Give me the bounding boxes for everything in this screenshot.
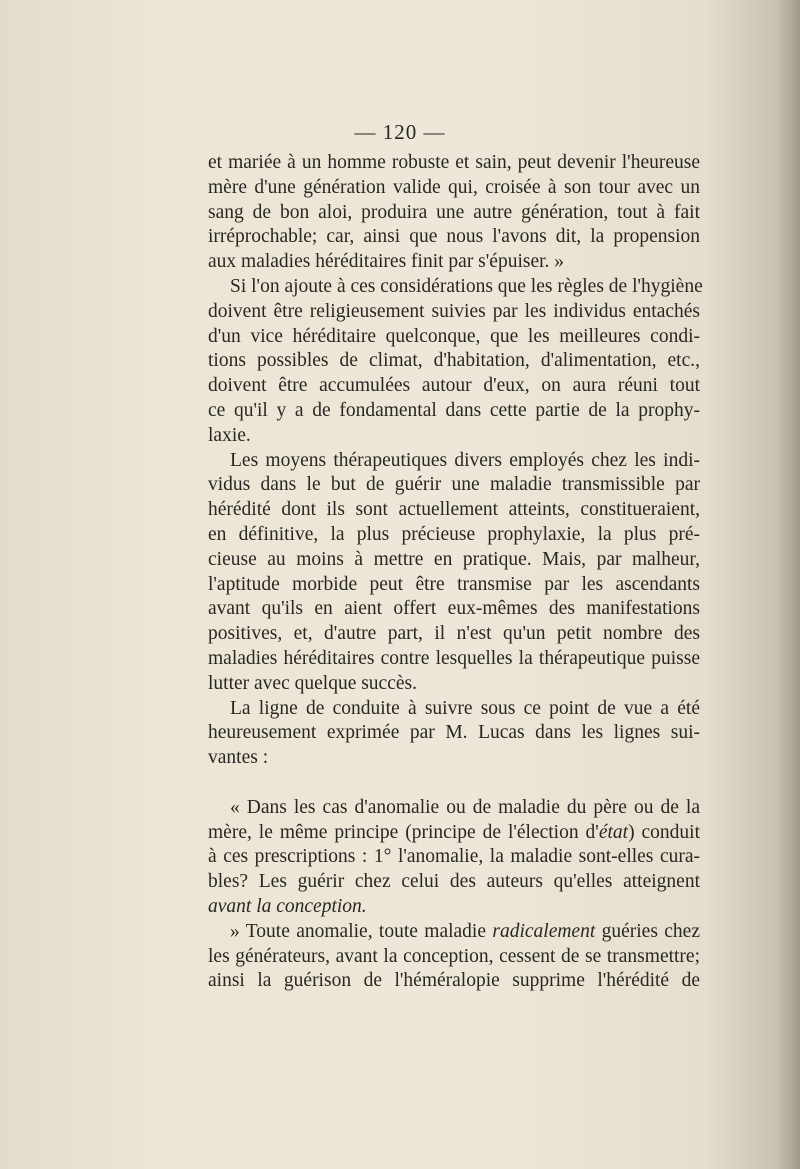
text-line: vantes : (208, 747, 269, 769)
text-line: d'un vice héréditaire quelconque, que les meilleures condi- (208, 325, 700, 347)
text-segment: mère, le même principe (principe de l'élection d' (208, 821, 599, 843)
text-line: ce qu'il y a de fondamental dans cette partie de la prophy- (208, 399, 700, 421)
text-line: maladies héréditaires contre lesquelles la thérapeutique puisse (208, 647, 700, 669)
text-line: doivent être accumulées autour d'eux, on aura réuni tout (208, 375, 700, 397)
text-line: laxie. (208, 424, 251, 446)
italic-word: état (598, 821, 629, 843)
text-line: et mariée à un homme robuste et sain, peut devenir l'heureuse (208, 152, 700, 173)
text-line: hérédité dont ils sont actuellement atteints, constitueraient, (208, 499, 700, 521)
text-line: l'aptitude morbide peut être transmise par les ascendants (208, 573, 700, 595)
text-line: Les moyens thérapeutiques divers employés chez les indi- (230, 449, 700, 471)
text-line: cieuse au moins à mettre en pratique. Mais, par malheur, (208, 548, 700, 570)
text-line: aux maladies héréditaires finit par s'épuiser. » (208, 251, 565, 273)
text-line (208, 821, 700, 846)
text-line: lutter avec quelque succès. (208, 672, 417, 694)
text-line: vidus dans le but de guérir une maladie transmissible par (208, 474, 700, 496)
text-line: sang de bon aloi, produira une autre génération, tout à fait (208, 201, 700, 223)
text-line (208, 920, 700, 945)
italic-word: radicalement (492, 920, 596, 942)
text-segment: guéries chez (595, 920, 700, 942)
italic-phrase: avant la conception. (208, 895, 367, 917)
text-line: avant qu'ils en aient offert eux-mêmes des manifestations (208, 598, 700, 620)
paragraph-gap (208, 771, 700, 796)
text-line: mère d'une génération valide qui, croisée à son tour avec un (208, 176, 700, 198)
text-line: en définitive, la plus précieuse prophylaxie, la plus pré- (208, 523, 700, 545)
text-line: ainsi la guérison de l'héméralopie supprime l'hérédité de (208, 970, 700, 992)
text-line: irréprochable; car, ainsi que nous l'avons dit, la propension (208, 226, 700, 248)
text-line: Si l'on ajoute à ces considérations que les règles de l'hygiène (230, 275, 703, 297)
text-segment: » Toute anomalie, toute maladie (230, 920, 493, 942)
text-line: tions possibles de climat, d'habitation, d'alimentation, etc., (208, 350, 700, 372)
text-line: à ces prescriptions : 1° l'anomalie, la maladie sont-elles cura- (208, 846, 700, 868)
text-line: « Dans les cas d'anomalie ou de maladie du père ou de la (230, 796, 700, 818)
text-line: les générateurs, avant la conception, cessent de se transmettre; (208, 945, 700, 967)
text-line (208, 895, 700, 920)
text-line: bles? Les guérir chez celui des auteurs qu'elles atteignent (208, 871, 700, 893)
body-text (208, 151, 703, 994)
text-segment: ) conduit (628, 821, 701, 843)
text-line: heureusement exprimée par M. Lucas dans les lignes sui- (208, 722, 700, 744)
text-line: La ligne de conduite à suivre sous ce point de vue a été (230, 697, 700, 719)
page-number: — 120 — (354, 120, 446, 144)
text-line: doivent être religieusement suivies par les individus entachés (208, 300, 700, 322)
text-line: positives, et, d'autre part, il n'est qu'un petit nombre des (208, 623, 700, 645)
